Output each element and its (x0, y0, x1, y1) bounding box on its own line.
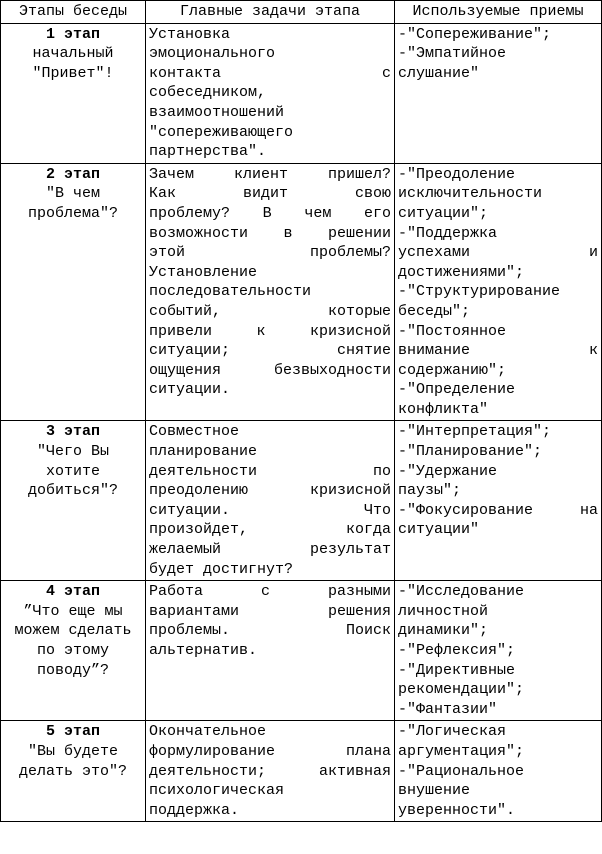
task-line: эмоционального (149, 45, 276, 63)
technique-line: -"Определение (398, 381, 516, 399)
stage-title: 4 этап (45, 583, 100, 601)
technique-line: внимание к (398, 342, 598, 360)
technique-line: уверенности". (398, 801, 516, 819)
task-line: планирование (149, 443, 258, 461)
task-line: взаимоотношений (149, 103, 285, 121)
technique-line: содержанию"; (398, 361, 507, 379)
technique-line: -"Фокусирование на (398, 501, 598, 519)
technique-line: -"Сопереживание"; (398, 25, 552, 43)
task-line: альтернатив. (149, 642, 258, 659)
technique-line: -"Поддержка (398, 224, 498, 242)
task-line: ситуации; снятие (149, 342, 391, 360)
table-row (1, 581, 602, 721)
stage-question-line: "Вы будете (27, 742, 118, 760)
technique-line: -"Фантазии" (398, 700, 498, 718)
stage-question-line: проблема"? (27, 204, 118, 222)
technique-cell (395, 421, 602, 581)
task-line: собеседником, (149, 84, 267, 102)
technique-line: паузы"; (398, 482, 462, 500)
technique-line: -"Структурирование (398, 283, 561, 301)
stage-title: 2 этап (45, 165, 100, 183)
technique-line: -"Эмпатийное (398, 45, 507, 63)
task-line: Совместное (149, 423, 240, 441)
task-cell (146, 581, 395, 721)
task-line: поддержка. (149, 801, 240, 819)
task-line: партнерства". (149, 143, 267, 161)
header-tasks: Главные задачи этапа (146, 1, 395, 24)
technique-line: -"Рациональное (398, 762, 525, 780)
task-line: ситуации. Что (149, 501, 391, 519)
task-cell (146, 163, 395, 421)
task-cell (146, 421, 395, 581)
task-line: этой проблемы? (149, 244, 391, 262)
task-line: психологическая (149, 782, 285, 800)
stage-cell (1, 581, 146, 721)
task-line: Зачем клиент пришел? (149, 165, 391, 183)
task-line: возможности в решении (149, 224, 391, 242)
technique-cell (395, 163, 602, 421)
task-line: деятельности по (149, 462, 391, 480)
technique-line: -"Исследование (398, 583, 525, 601)
stage-title: 3 этап (45, 423, 100, 441)
stage-cell (1, 421, 146, 581)
task-line: проблемы. Поиск (149, 622, 391, 640)
task-line: проблему? В чем его (149, 204, 391, 222)
task-cell (146, 721, 395, 822)
stage-question-line: хотите (45, 462, 100, 480)
task-line: контакта с (149, 64, 391, 82)
technique-line: -"Планирование"; (398, 443, 543, 461)
task-line: ощущения безвыходности (149, 361, 391, 379)
stage-question-line: ”Что еще мы (23, 602, 123, 620)
technique-line: динамики"; (398, 622, 489, 640)
task-line: будет достигнут? (149, 560, 294, 578)
stage-question-line: "Чего Вы (36, 443, 109, 461)
technique-line: аргументация"; (398, 742, 525, 760)
technique-line: успехами и (398, 244, 598, 262)
header-stages: Этапы беседы (1, 1, 146, 24)
technique-line: ситуации"; (398, 204, 489, 222)
task-cell (146, 23, 395, 163)
task-line: Работа с разными (149, 583, 391, 601)
technique-line: -"Удержание (398, 462, 498, 480)
task-line: произойдет, когда (149, 521, 391, 539)
task-line: деятельности; активная (149, 762, 391, 780)
technique-line: личностной (398, 602, 489, 620)
stage-title: 5 этап (45, 723, 100, 741)
stage-question-line: по этому (36, 642, 109, 659)
task-line: вариантами решения (149, 602, 391, 620)
technique-cell (395, 721, 602, 822)
stage-question-line: можем сделать (14, 622, 132, 640)
stage-cell (1, 23, 146, 163)
task-line: "сопереживающего (149, 123, 294, 141)
table-row (1, 421, 602, 581)
technique-line: достижениями"; (398, 263, 525, 281)
stage-question-line: начальный (32, 45, 114, 63)
technique-line: беседы"; (398, 302, 471, 320)
technique-line: внушение (398, 782, 471, 800)
stage-question-line: добиться"? (27, 482, 118, 500)
stage-cell (1, 163, 146, 421)
task-line: Установка (149, 25, 231, 43)
technique-line: -"Интерпретация"; (398, 423, 552, 441)
task-line: последовательности (149, 283, 312, 301)
technique-line: -"Рефлексия"; (398, 642, 516, 659)
task-line: Окончательное (149, 723, 267, 741)
table-header-row (1, 1, 602, 24)
technique-line: рекомендации"; (398, 681, 525, 699)
task-line: событий, которые (149, 302, 391, 320)
task-line: Установление (149, 263, 258, 281)
stage-question-line: "В чем (45, 185, 100, 203)
technique-line: слушание" (398, 64, 480, 82)
table-row (1, 163, 602, 421)
technique-line: -"Преодоление (398, 165, 516, 183)
task-line: Как видит свою (149, 185, 391, 203)
stage-question-line: "Привет"! (32, 64, 114, 82)
stage-question-line: поводу”? (36, 661, 109, 679)
technique-line: -"Директивные (398, 661, 516, 679)
technique-cell (395, 581, 602, 721)
task-line: желаемый результат (149, 541, 391, 559)
stage-cell (1, 721, 146, 822)
stage-title: 1 этап (45, 25, 100, 43)
table-row (1, 23, 602, 163)
stage-question-line: делать это"? (18, 762, 128, 780)
task-line: преодолению кризисной (149, 482, 391, 500)
task-line: ситуации. (149, 381, 231, 399)
technique-line: конфликта" (398, 400, 489, 418)
technique-cell (395, 23, 602, 163)
table-row (1, 721, 602, 822)
task-line: формулирование плана (149, 742, 391, 760)
task-line: привели к кризисной (149, 322, 391, 340)
technique-line: -"Логическая (398, 723, 507, 741)
technique-line: исключительности (398, 185, 543, 203)
technique-line: ситуации" (398, 521, 480, 539)
technique-line: -"Постоянное (398, 322, 507, 340)
header-techniques: Используемые приемы (395, 1, 602, 24)
